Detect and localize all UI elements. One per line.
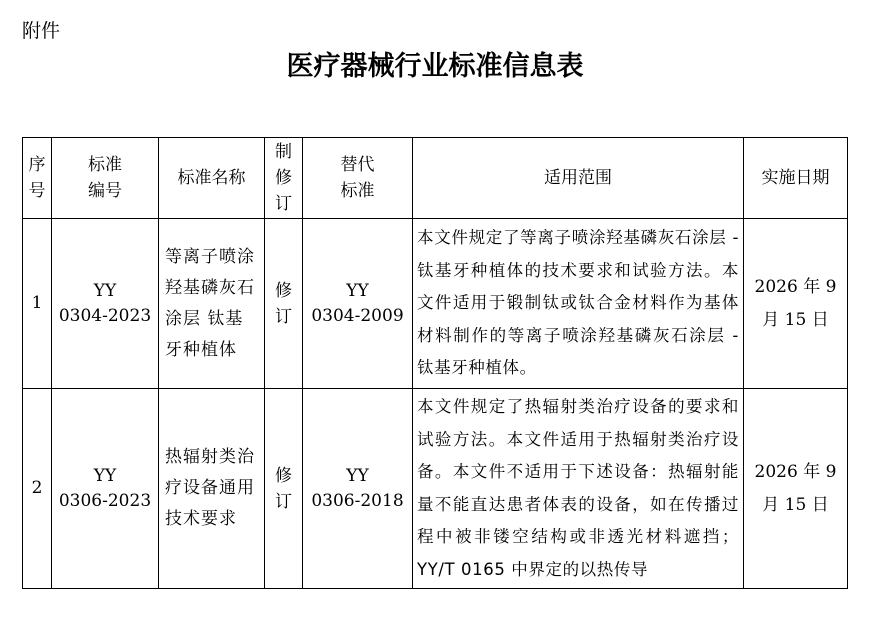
- header-date: 实施日期: [744, 138, 848, 219]
- row-replace: YY 0306-2018: [303, 389, 413, 589]
- row-date: 2026 年 9 月 15 日: [744, 389, 848, 589]
- row-seq: 2: [23, 389, 52, 589]
- header-std-name: 标准名称: [159, 138, 265, 219]
- standards-table: [22, 137, 848, 589]
- table-row: [23, 219, 848, 389]
- row-replace: YY 0304-2009: [303, 219, 413, 389]
- header-std-no: 标准编号: [52, 138, 159, 219]
- attachment-label: 附件: [22, 20, 61, 42]
- header-replace: 替代标准: [303, 138, 413, 219]
- header-scope: 适用范围: [413, 138, 744, 219]
- row-revise: 修订: [265, 219, 303, 389]
- row-std-no: YY 0304-2023: [52, 219, 159, 389]
- row-revise: 修订: [265, 389, 303, 589]
- row-std-no: YY 0306-2023: [52, 389, 159, 589]
- row-scope: 本文件规定了热辐射类治疗设备的要求和试验方法。本文件适用于热辐射类治疗设备。本文件不适用于下述设备：热辐射能量不能直达患者体表的设备，如在传播过程中被非镂空结构或非透光材料遮挡；YY/T 0165 中界定的以热传导: [413, 389, 744, 589]
- row-std-name: 热辐射类治疗设备通用技术要求: [159, 389, 265, 589]
- header-seq: 序号: [23, 138, 52, 219]
- table-row: [23, 389, 848, 589]
- page-title: 医疗器械行业标准信息表: [286, 51, 584, 82]
- table-header-row: [23, 138, 848, 219]
- row-seq: 1: [23, 219, 52, 389]
- row-date: 2026 年 9 月 15 日: [744, 219, 848, 389]
- row-std-name: 等离子喷涂羟基磷灰石涂层 钛基牙种植体: [159, 219, 265, 389]
- header-revise: 制修订: [265, 138, 303, 219]
- row-scope: 本文件规定了等离子喷涂羟基磷灰石涂层 - 钛基牙种植体的技术要求和试验方法。本文件适用于锻制钛或钛合金材料作为基体材料制作的等离子喷涂羟基磷灰石涂层 - 钛基牙种植体。: [413, 219, 744, 389]
